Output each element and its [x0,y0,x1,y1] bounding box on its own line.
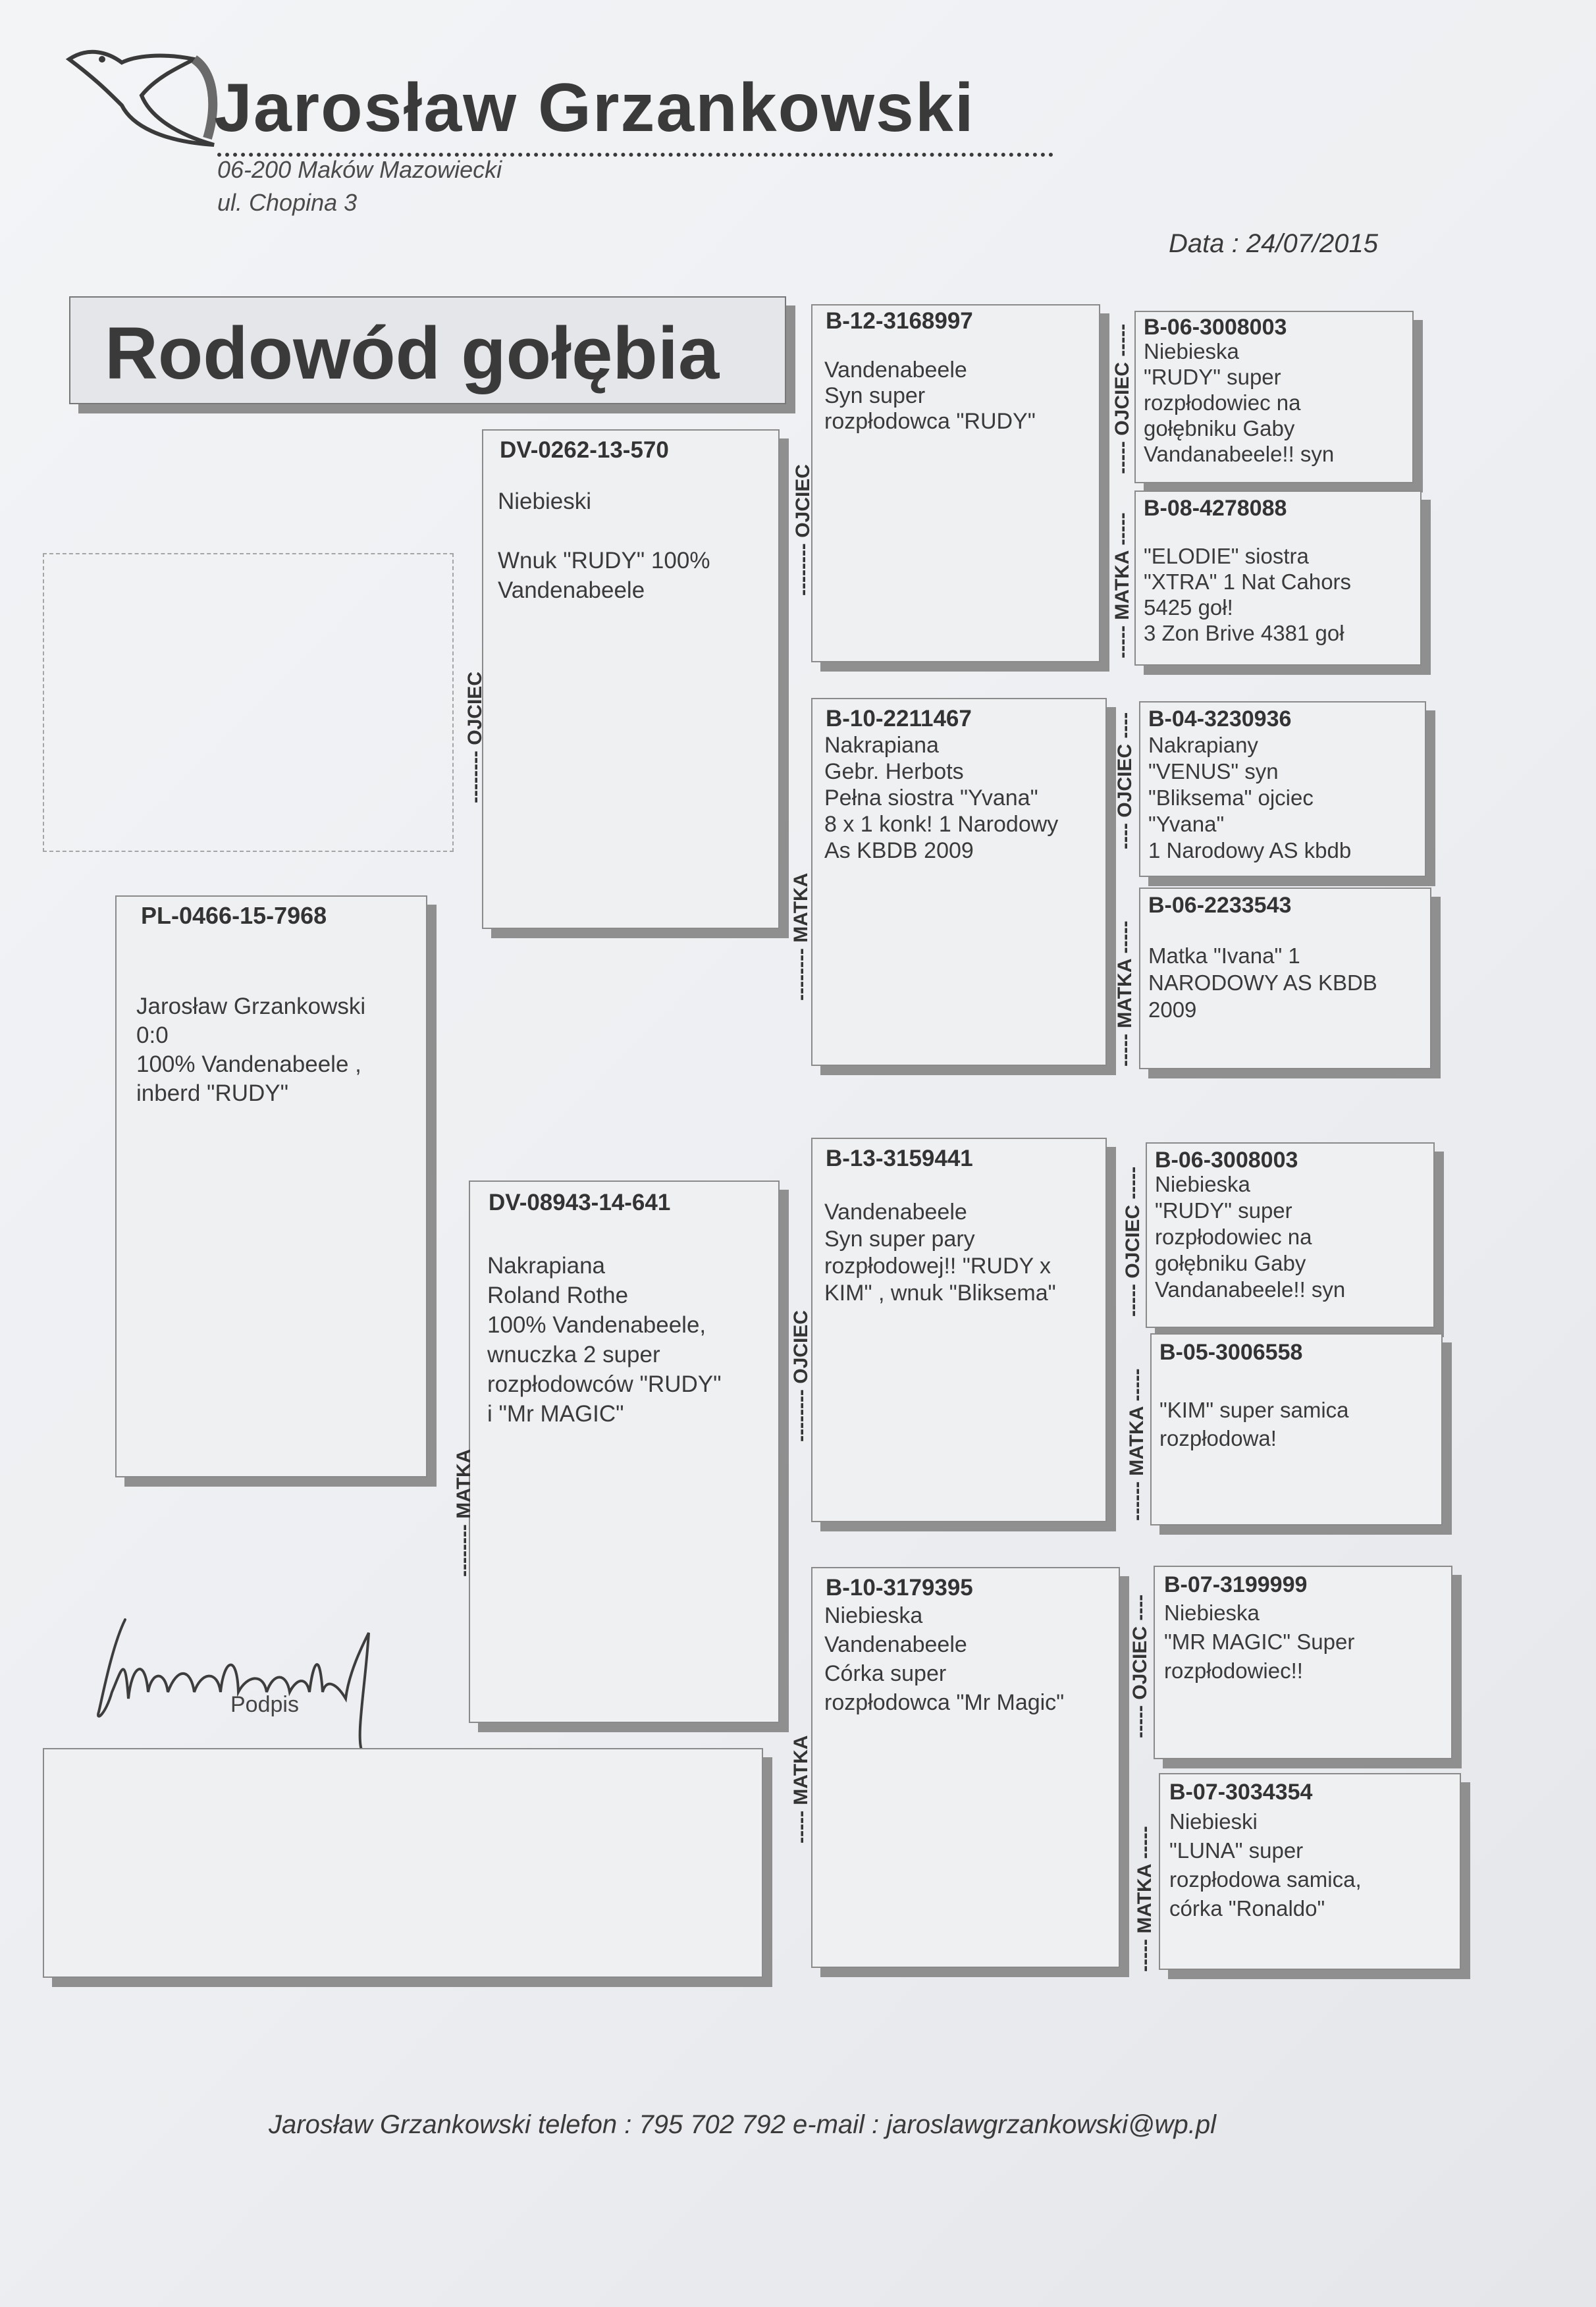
great-grandparent-text-3: Nakrapiany "VENUS" syn "Bliksema" ojciec "Yvana" 1 Narodowy AS kbdb [1148,733,1352,862]
connector-label-ggp4: ----- MATKA ----- [1114,920,1136,1067]
great-grandparent-box-1 [1134,311,1414,483]
great-grandparent-text-2: "ELODIE" siostra "XTRA" 1 Nat Cahors 5425 goł! 3 Zon Brive 4381 goł [1144,544,1352,645]
grandparent-text-1: Vandenabeele Syn super rozpłodowca "RUDY" [824,358,1036,434]
grandparent-text-2: Nakrapiana Gebr. Herbots Pełna siostra "Yvana" 8 x 1 konk! 1 Narodowy As KBDB 2009 [824,733,1059,863]
great-grandparent-id-7: B-07-3199999 [1164,1572,1308,1597]
great-grandparent-box-4 [1139,888,1431,1069]
main-bird-text: Jarosław Grzankowski 0:0 100% Vandenabeele , inberd "RUDY" [136,994,366,1106]
main-bird-id: PL-0466-15-7968 [141,902,327,929]
page-title: Rodowód gołębia [105,312,720,394]
great-grandparent-id-5: B-06-3008003 [1155,1148,1298,1173]
grandparent-id-2: B-10-2211467 [826,706,972,731]
great-grandparent-text-4: Matka "Ivana" 1 NARODOWY AS KBDB 2009 [1148,943,1377,1022]
great-grandparent-box-6 [1150,1333,1443,1525]
great-grandparent-box-8 [1159,1773,1461,1970]
great-grandparent-id-1: B-06-3008003 [1144,315,1287,340]
great-grandparent-box-3 [1139,701,1426,877]
address-line-2: ul. Chopina 3 [217,189,358,216]
grandparent-id-3: B-13-3159441 [826,1146,973,1171]
mother-text: Nakrapiana Roland Rothe 100% Vandenabeele, wnuczka 2 super rozpłodowców "RUDY" i "Mr MAGIC" [487,1253,722,1427]
handwritten-signature [86,1606,415,1758]
grandparent-box-3 [811,1138,1107,1522]
connector-label-mother: -------- MATKA [453,1448,475,1577]
great-grandparent-id-2: B-08-4278088 [1144,496,1287,521]
bird-logo-icon [63,33,221,151]
grandparent-box-4 [811,1567,1120,1968]
signature-label: Podpis [230,1692,299,1717]
great-grandparent-text-8: Niebieski "LUNA" super rozpłodowa samica, córka "Ronaldo" [1169,1809,1362,1921]
great-grandparent-box-7 [1154,1566,1452,1759]
great-grandparent-box-2 [1134,491,1422,666]
connector-label-ggp8: ----- MATKA ----- [1134,1826,1156,1972]
connector-label-ggp7: ----- OJCIEC ---- [1129,1594,1151,1738]
date: Data : 24/07/2015 [1169,229,1379,258]
connector-label-gp3: -------- OJCIEC [790,1310,812,1442]
grandparent-id-4: B-10-3179395 [826,1575,973,1601]
brand-name: Jarosław Grzankowski [214,70,975,146]
notes-box [43,1748,763,1978]
connector-label-ggp1: ----- OJCIEC ----- [1111,323,1133,474]
mother-box [469,1180,780,1723]
great-grandparent-text-5: Niebieska "RUDY" super rozpłodowiec na gołębniku Gaby Vandanabeele!! syn [1155,1172,1346,1302]
great-grandparent-text-6: "KIM" super samica rozpłodowa! [1159,1398,1349,1450]
mother-id: DV-08943-14-641 [489,1190,671,1215]
connector-label-gp2: -------- MATKA [790,872,812,1001]
great-grandparent-box-5 [1146,1142,1435,1328]
connector-label-gp1: -------- OJCIEC [792,464,814,596]
connector-label-ggp3: ---- OJCIEC ---- [1114,712,1136,849]
connector-label-ggp2: ----- MATKA ----- [1111,512,1133,658]
address-line-1: 06-200 Maków Mazowiecki [217,156,502,183]
great-grandparent-text-7: Niebieska "MR MAGIC" Super rozpłodowiec!! [1164,1601,1355,1683]
grandparent-text-3: Vandenabeele Syn super pary rozpłodowej!! "RUDY x KIM" , wnuk "Bliksema" [824,1200,1056,1306]
connector-label-father: -------- OJCIEC [464,672,486,803]
father-id: DV-0262-13-570 [500,437,669,463]
great-grandparent-id-6: B-05-3006558 [1159,1340,1303,1365]
father-text: Niebieski Wnuk "RUDY" 100% Vandenabeele [498,489,710,603]
grandparent-text-4: Niebieska Vandenabeele Córka super rozpłodowca "Mr Magic" [824,1603,1065,1715]
grandparent-id-1: B-12-3168997 [826,308,973,334]
connector-label-ggp5: ----- OJCIEC ----- [1122,1166,1144,1317]
grandparent-box-1 [811,304,1100,662]
great-grandparent-text-1: Niebieska "RUDY" super rozpłodowiec na gołębniku Gaby Vandanabeele!! syn [1144,339,1335,466]
great-grandparent-id-8: B-07-3034354 [1169,1780,1313,1805]
connector-label-ggp6: ------ MATKA ----- [1126,1368,1148,1521]
footer-contact: Jarosław Grzankowski telefon : 795 702 792 e-mail : jaroslawgrzankowski@wp.pl [269,2110,1217,2139]
great-grandparent-id-3: B-04-3230936 [1148,706,1292,731]
connector-label-gp4: ----- MATKA [790,1735,812,1843]
main-bird-box [115,895,427,1477]
great-grandparent-id-4: B-06-2233543 [1148,893,1292,918]
father-box [482,429,780,929]
title-banner [69,296,786,404]
photo-placeholder [43,553,454,852]
grandparent-box-2 [811,698,1107,1066]
